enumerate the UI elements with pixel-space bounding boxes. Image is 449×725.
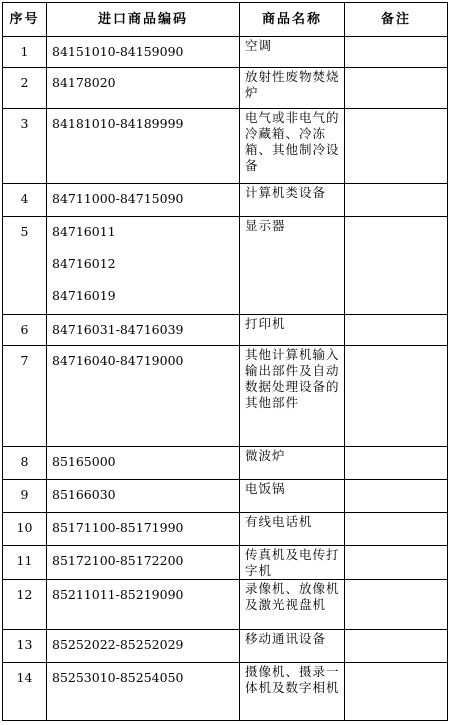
row-code: 85172100-85172200 [52, 553, 184, 568]
row-code: 84151010-84159090 [52, 44, 184, 59]
row-product-name: 电饭锅 [240, 480, 345, 513]
table-row [3, 109, 448, 184]
row-codes [47, 663, 240, 721]
row-codes [47, 109, 240, 184]
table-row [3, 546, 448, 580]
row-seq: 1 [3, 37, 47, 68]
row-note [345, 447, 448, 480]
row-codes [47, 37, 240, 68]
table-row [3, 480, 448, 513]
table-row [3, 68, 448, 109]
row-product-name: 计算机类设备 [240, 184, 345, 217]
row-seq: 7 [3, 346, 47, 447]
table-row [3, 346, 448, 447]
table-row [3, 630, 448, 663]
table-body [3, 37, 448, 721]
row-codes [47, 513, 240, 546]
row-codes [47, 315, 240, 346]
row-seq: 14 [3, 663, 47, 721]
row-note [345, 663, 448, 721]
table-row [3, 447, 448, 480]
row-note [345, 315, 448, 346]
table-row [3, 217, 448, 315]
row-note [345, 580, 448, 630]
row-codes [47, 630, 240, 663]
row-note [345, 184, 448, 217]
row-codes [47, 580, 240, 630]
row-seq: 10 [3, 513, 47, 546]
row-note [345, 346, 448, 447]
row-product-name: 电气或非电气的冷藏箱、冷冻箱、其他制冷设备 [240, 109, 345, 184]
row-codes [47, 217, 240, 315]
row-codes [47, 480, 240, 513]
row-codes [47, 184, 240, 217]
header-name: 商品名称 [240, 3, 345, 37]
row-seq: 3 [3, 109, 47, 184]
row-product-name: 有线电话机 [240, 513, 345, 546]
row-note [345, 546, 448, 580]
row-code: 85165000 [52, 454, 116, 469]
row-code: 84716031-84716039 [52, 322, 184, 337]
row-codes [47, 447, 240, 480]
row-codes [47, 546, 240, 580]
row-product-name: 微波炉 [240, 447, 345, 480]
row-product-name: 放射性废物焚烧炉 [240, 68, 345, 109]
row-code: 85253010-85254050 [52, 670, 184, 685]
row-seq: 8 [3, 447, 47, 480]
row-code: 84181010-84189999 [52, 116, 184, 131]
row-note [345, 109, 448, 184]
product-code-table [2, 2, 448, 721]
row-seq: 11 [3, 546, 47, 580]
row-code: 85211011-85219090 [52, 587, 184, 602]
table-row [3, 315, 448, 346]
row-seq: 4 [3, 184, 47, 217]
row-note [345, 480, 448, 513]
table-row [3, 580, 448, 630]
row-code: 84178020 [52, 75, 116, 90]
row-note [345, 37, 448, 68]
row-product-name: 空调 [240, 37, 345, 68]
row-seq: 5 [3, 217, 47, 315]
row-product-name: 摄像机、摄录一体机及数字相机 [240, 663, 345, 721]
row-product-name: 移动通讯设备 [240, 630, 345, 663]
row-product-name: 其他计算机输入输出部件及自动数据处理设备的其他部件 [240, 346, 345, 447]
row-product-name: 传真机及电传打字机 [240, 546, 345, 580]
row-seq: 13 [3, 630, 47, 663]
table-row [3, 184, 448, 217]
row-note [345, 68, 448, 109]
row-code: 85252022-85252029 [52, 637, 184, 652]
row-note [345, 630, 448, 663]
header-row [3, 3, 448, 37]
row-note [345, 217, 448, 315]
header-code: 进口商品编码 [47, 3, 240, 37]
header-note: 备注 [345, 3, 448, 37]
header-seq: 序号 [3, 3, 47, 37]
row-seq: 2 [3, 68, 47, 109]
row-code: 84711000-84715090 [52, 191, 184, 206]
row-seq: 12 [3, 580, 47, 630]
row-code: 84716011 [52, 224, 116, 239]
row-product-name: 打印机 [240, 315, 345, 346]
row-product-name: 录像机、放像机及激光视盘机 [240, 580, 345, 630]
row-code: 85171100-85171990 [52, 520, 184, 535]
row-note [345, 513, 448, 546]
row-seq: 6 [3, 315, 47, 346]
row-code: 84716012 [52, 256, 116, 271]
row-code: 84716019 [52, 288, 116, 303]
row-code: 85166030 [52, 487, 116, 502]
table-row [3, 513, 448, 546]
table-row [3, 663, 448, 721]
row-code: 84716040-84719000 [52, 353, 184, 368]
table-row [3, 37, 448, 68]
row-codes [47, 346, 240, 447]
row-seq: 9 [3, 480, 47, 513]
row-product-name: 显示器 [240, 217, 345, 315]
row-codes [47, 68, 240, 109]
